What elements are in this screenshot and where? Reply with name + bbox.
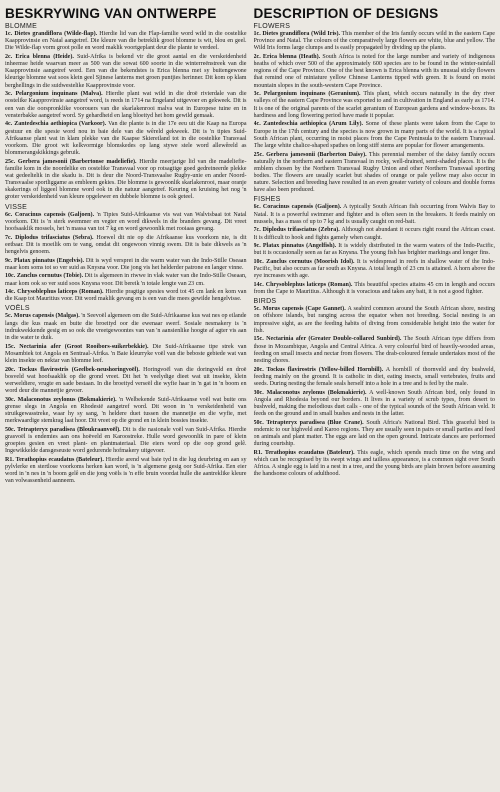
design-entry bbox=[254, 259, 496, 280]
design-entry bbox=[254, 54, 496, 90]
entry-species-name: Malaconotus zeylonus (Bokmakierie). bbox=[266, 389, 367, 396]
entry-code: 25c. bbox=[253, 151, 264, 158]
entry-species-name: Zanclus cornutus (Tobie). bbox=[16, 273, 84, 280]
entry-code: 10c. bbox=[5, 273, 16, 280]
entry-species-name: Tetrapteryx paradisea (Blue Crane). bbox=[266, 419, 364, 426]
design-entry bbox=[254, 31, 496, 52]
entry-description: Dit is die nasionale voël van Suid-Afrika. Hierdie grasvoël is endemies aan ons hoëveld en Karoostreke. Hulle word gewoonlik in pare of klein groepies gesien en vreet plant- en plantmateriaal. Die eiers word op die oop grond gelê. Ingewikkelde dansgeseuste word gedurende hofmakery uitgevoer. bbox=[5, 426, 247, 455]
design-entry bbox=[254, 306, 496, 335]
entry-code: 30c. bbox=[253, 389, 264, 396]
entry-species-name: Morus capensis (Cape Gannet). bbox=[262, 306, 346, 313]
design-entry bbox=[254, 282, 496, 296]
design-entry bbox=[5, 31, 247, 52]
entry-description: 'n Seevoël algemeen om die Suid-Afrikaanse kus wat nes op eilande langs die kus maak en buite die broeityd oor die ewenaar swerf. Sosiale nesmakery is 'n indrukwekkende gesig en so ook die vreetgewoontes van van 'n aansienlike hoogte af agter vis aan in die water te duik. bbox=[5, 313, 247, 341]
entry-title bbox=[5, 457, 104, 463]
design-entry bbox=[5, 212, 247, 233]
entry-species-name: Nectarinia afer (Groot Rooibors-suikerbekkie). bbox=[19, 343, 149, 350]
entry-code: 7c. bbox=[253, 227, 261, 234]
english-column bbox=[254, 6, 496, 792]
design-entry bbox=[254, 121, 496, 150]
entry-title bbox=[5, 91, 103, 97]
entry-title bbox=[254, 259, 355, 265]
entry-code: 1c. bbox=[253, 31, 261, 37]
design-entry bbox=[254, 152, 496, 195]
entry-species-name: Erica blenna (Heath). bbox=[262, 53, 321, 60]
entry-title bbox=[5, 31, 97, 37]
entry-title bbox=[254, 243, 337, 249]
entry-description: It is widespread in reefs in shallow water of the Indo-Pacific, but also occurs as far south as Knysna. A total length of 23 cm is attained. A horn above the eye increases with age. bbox=[253, 259, 495, 280]
design-entry bbox=[5, 258, 247, 272]
entry-code: 5c. bbox=[5, 313, 13, 320]
entry-description: Hierdie arend wat baie tyd in die lug deurbring en aan sy pylvlerke en stertlose voorkoms herken kan word, is 'n algemene gesig oor Suid-Afrika. Een eier word in 'n nes in 'n boom gelê en die jong voëls is 'n effe bruin voordat hulle die aantreklike kleure van volwassenheid aanneem. bbox=[5, 456, 247, 485]
entry-code: 4c. bbox=[5, 121, 13, 128]
entry-code: 3c. bbox=[5, 91, 13, 98]
entry-title bbox=[254, 390, 367, 396]
entry-code: 20c. bbox=[5, 366, 16, 373]
entry-species-name: Dietes grandiflora (Wild Iris). bbox=[262, 31, 341, 37]
entry-description: This beautiful species attains 45 cm in length and occurs from the Cape to Mauritius. Although it is voracious and takes any bait, it is not a good fighter. bbox=[253, 282, 495, 296]
design-entry bbox=[5, 235, 247, 256]
entry-title bbox=[5, 235, 94, 241]
entry-code: 20c. bbox=[253, 366, 264, 373]
entry-code: 7c. bbox=[5, 234, 13, 241]
entry-description: Hoewel dit nie op die Afrikaanse kus voorkom nie, is dit eetbaar. Dit is moeilik om te vang, omdat dit ongewoon vinnig swem. Dit is baie dikwels as 'n hengelvis genoem. bbox=[5, 234, 247, 255]
entry-description: Although not abundant it occurs right round the African coast. It is difficult to hook and fights gamely when caught. bbox=[253, 227, 495, 241]
entry-species-name: Coracinus capensis (Galjoen). bbox=[262, 204, 342, 211]
entry-code: 6c. bbox=[253, 204, 261, 211]
entry-code: 30c. bbox=[5, 396, 16, 403]
entry-code: 4c. bbox=[253, 121, 261, 128]
entry-code: 3c. bbox=[253, 91, 261, 98]
entry-species-name: Gerbera jamesonii (Barbertonse madeliefie). bbox=[17, 158, 137, 165]
entry-code: 9c. bbox=[5, 257, 13, 264]
section-heading: VOËLS bbox=[5, 305, 30, 313]
entry-title bbox=[5, 159, 137, 165]
entry-species-name: Platax pinnatus (Engelvis). bbox=[14, 257, 85, 264]
entry-species-name: Pelargonium inquinans (Geranium). bbox=[263, 91, 361, 98]
design-entry bbox=[5, 54, 247, 90]
entry-title bbox=[254, 367, 384, 373]
entry-species-name: Morus capensis (Malgas). bbox=[13, 313, 80, 320]
entry-species-name: Tetrapteryx paradisea (Bloukraanvoël). bbox=[17, 426, 121, 433]
entry-description: The South African type differs from those in Mozambique, Angola and Central Africa. A very colourful bird of heavily-wooded areas, feeding on small insects and nectar from flowers. The drab-coloured female undertakes most of the nesting chores. bbox=[253, 336, 495, 364]
design-entry bbox=[254, 243, 496, 257]
design-entry bbox=[5, 397, 247, 426]
section-heading: BIRDS bbox=[253, 298, 277, 306]
entry-description: Suid-Afrika is bekend vir die groot aantal en die verskeidenheid inheemse heide waarvan meer as 500 van die sowat 600 soorte in die winterreënstreek van die Kaapprovinsie aangetref word. Een van die bekendstes is Erica blenna met sy buitengewone kleurige blomme wat soos klein geel Sjinese lanterns met groen puntjies herinner. Dit kom op klam berghellings in die suidwestelike Kaapprovinsie voor. bbox=[5, 53, 247, 89]
design-entry bbox=[5, 457, 247, 486]
design-entry bbox=[5, 344, 247, 365]
entry-description: Hierdie pragtige spesies word tot 45 cm lank en kom van die Kaap tot Mauritius voor. Dit word maklik gevang en is een van die mees gewilde hengelvisse. bbox=[5, 289, 247, 303]
entry-code: R1. bbox=[253, 449, 263, 456]
entry-description: Van die plante is in die 17e eeu uit die Kaap na Europa gestuur en die spesie word nou in baie dele van die wêreld gekweek. Dit is 'n tipies Suid-Afrikaanse plant wat in klam plekke van die Kaapse Skiereiland tot in die oostelike Transvaal voorkom. Die groot wit kelkvormige blomskedes op lang stywe stele word allewêreld as blommerangskikkings gebruik. bbox=[5, 121, 247, 156]
design-entry bbox=[5, 121, 247, 157]
entry-species-name: Nectarinia afer (Greater Double-collared Sunbird). bbox=[266, 336, 402, 343]
entry-description: Some of these plants were taken from the Cape to Europe in the 17th century and the species is now grown in many parts of the world. It is a typical South African plant, occurring in moist places from the Cape Peninsula to the eastern Transvaal. The large white chalice-shaped spathes on long stiff stems are popular for flower arrangements. bbox=[253, 121, 495, 149]
entry-title bbox=[5, 258, 84, 264]
entry-description: This plant, which occurs naturally in the dry river valleys of the eastern Cape Province was exported to and in cultivation in England as early as 1714. It is one of the original parents of the scarlet geranium of European gardens and window-boxes. Its hardiness and long flowering period have made it popular. bbox=[253, 91, 495, 119]
entry-title bbox=[254, 152, 367, 158]
entry-title bbox=[254, 31, 341, 37]
entry-description: A seabird common around the South African shore, nesting on offshore islands, but ranging across the equator when not breeding. Social nesting is an impressive sight, as are the feeding habits of diving from considerable height into the water for fish. bbox=[253, 306, 495, 334]
entry-code: 50c. bbox=[253, 419, 264, 426]
entry-code: 2c. bbox=[253, 53, 261, 60]
entry-title bbox=[5, 313, 80, 319]
entry-code: 1c. bbox=[5, 31, 13, 37]
afrikaans-title: BESKRYWING VAN ONTWERPE bbox=[5, 6, 217, 21]
entry-code: 10c. bbox=[253, 259, 264, 266]
entry-description: Horingvoël van die doringveld en droë bosveld wat hoofsaaklik op die grond vreet. Dit het 'n veelydige dieet wat uit insekte, klein werweldiere, vrugte en sade bestaan. In die broeityd verseël die wyfie haar in 'n gat in 'n boom en word deur die mannetjie gevoer. bbox=[5, 366, 247, 395]
entry-description: It is widely distributed in the warm waters of the Indo-Pacific, but it is occasionally seen as far as Knysna. The young fish has brighter markings and longer fins. bbox=[253, 243, 495, 257]
entry-species-name: Tockus flavirostris (Yellow-billed Hornbill). bbox=[266, 366, 384, 373]
section-heading: FLOWERS bbox=[253, 23, 291, 30]
design-entry bbox=[5, 91, 247, 120]
design-entry bbox=[254, 227, 496, 241]
entry-title bbox=[5, 427, 121, 433]
entry-code: 50c. bbox=[5, 426, 16, 433]
entry-title bbox=[5, 121, 106, 127]
entry-title bbox=[254, 204, 342, 210]
entry-description: 'n Welbekende Suid-Afrikaanse voël wat buite ons grense slegs in Angola en Rhodesië aangetref word. Dit woon in 'n verskeidenheid van struikgewasstreke, waar hy sy sang, 'n heldere duet tussen die mannetjie en die wyfie, met merkwaardige stemkrag laat hoor. Dit vreet op die grond en in klein bossies insekte. bbox=[5, 396, 247, 425]
entry-code: 5c. bbox=[253, 306, 261, 313]
entry-title bbox=[254, 420, 364, 426]
entry-species-name: Malaconotus zeylonus (Bokmakierie). bbox=[17, 396, 117, 403]
design-entry bbox=[254, 91, 496, 120]
entry-species-name: Dietes grandiflora (Wilde-flap). bbox=[14, 31, 98, 37]
entry-species-name: Zanclus cornutus (Moorish Idol). bbox=[266, 259, 355, 266]
entry-description: Dit is algemeen in riwwe in vlak water van die Indo-Stille Oseaan, maar kom ook so ver suid soos Knysna voor. Dit bereik 'n totale lengte van 23 cm. bbox=[5, 273, 247, 287]
entry-species-name: Zantedeschia aethiopica (Varkoor). bbox=[14, 121, 107, 128]
design-entry bbox=[254, 420, 496, 449]
section-heading: FISHES bbox=[253, 196, 281, 204]
entry-species-name: Tockus flavirostris (Geelbek-neushoringvoël). bbox=[18, 366, 140, 373]
entry-description: A typically South African fish occurring from Walvis Bay to Natal. It is a powerful swimmer and fighter and is often seen in the breakers. It feeds mainly on mussels, has a mass of up to 7 kg and is usually caught on red-bait. bbox=[253, 204, 495, 225]
entry-description: A hornbill of thornveld and dry bushveld, feeding mainly on the ground. It is catholic in diet, eating insects, small vertebrates, fruits and seeds. During nesting the female seals herself into a hole in a tree and is fed by the male. bbox=[253, 366, 495, 387]
entry-description: This eagle, which spends much time on the wing and which can be recognised by its swept wings and tailless appearance, is a common sight over South Africa. A single egg is laid in a nest in a tree, and the young birds are plain brown before assuming the handsome colours of adulthood. bbox=[253, 449, 495, 478]
entry-species-name: Diplodus trifasciatus (Sebra). bbox=[15, 234, 94, 241]
entry-description: South Africa is noted for the large number and variety of indigenous heaths of which over 500 of the approximately 600 species are to be found in the winter-rainfall regions of the Cape Province. One of the best known is Erica blenna with its unusual sticky flowers that remind one of miniature yellow Chinese Lanterns tipped with green. It is found on moist mountain slopes in the south-western Cape Province. bbox=[253, 53, 495, 89]
section-heading: BLOMME bbox=[5, 23, 38, 30]
entry-description: Die Suid-Afrikaanse tipe strek van Mosambiek tot Angola en Sentraal-Afrika. 'n Baie kleurryke voël van die beboste gebiede wat van klein insekte en nektar van blomme leef. bbox=[5, 343, 247, 364]
entry-title bbox=[254, 91, 361, 97]
entry-species-name: Pelargonium inquinans (Malva). bbox=[15, 91, 103, 98]
design-entry bbox=[5, 273, 247, 287]
entry-code: 15c. bbox=[253, 336, 264, 343]
entry-title bbox=[5, 273, 83, 279]
entry-code: 14c. bbox=[5, 289, 16, 296]
entry-code: 9c. bbox=[253, 243, 261, 250]
entry-code: 6c. bbox=[5, 211, 13, 218]
english-title: DESCRIPTION OF DESIGNS bbox=[253, 6, 439, 21]
entry-title bbox=[254, 282, 353, 288]
design-entry bbox=[5, 367, 247, 396]
entry-title bbox=[254, 306, 346, 312]
entry-code: 2c. bbox=[5, 53, 13, 60]
entry-species-name: Diplodus trifasciatus (Zebra). bbox=[262, 227, 340, 234]
design-entry bbox=[5, 427, 247, 456]
design-entry bbox=[254, 390, 496, 419]
design-entry bbox=[5, 313, 247, 342]
design-entry bbox=[254, 367, 496, 388]
entry-code: 15c. bbox=[5, 343, 16, 350]
entry-description: Dit is wyd versprei in die warm water van die Indo-Stille Oseaan maar kom soms tot so ver suid as Knysna voor. Die jong vis het helderder patrone en langer vinne. bbox=[5, 257, 247, 271]
entry-species-name: Zantedeschia aethiopica (Arum Lily). bbox=[263, 121, 364, 128]
entry-code: R1. bbox=[5, 456, 14, 463]
entry-species-name: Terathopius ecaudatus (Bateleur). bbox=[15, 456, 104, 463]
entry-description: South Africa's National Bird. This graceful bird is endemic to our highveld and Karoo regions. They are usually seen in pairs or small parties and feed on animals and plant matter. The eggs are laid on the open ground. Intricate dances are performed during courtship. bbox=[253, 419, 495, 448]
design-entry bbox=[5, 289, 247, 303]
design-entry bbox=[254, 450, 496, 479]
entry-species-name: Terathopius ecaudatus (Bateleur). bbox=[264, 449, 355, 456]
entry-title bbox=[254, 336, 402, 342]
entry-species-name: Erica blenna (Heide). bbox=[15, 53, 74, 60]
entry-species-name: Platax pinnatus (Angelfish). bbox=[262, 243, 337, 250]
entry-title bbox=[254, 227, 340, 233]
entry-title bbox=[254, 54, 321, 60]
entry-species-name: Chrysoblephus laticeps (Roman). bbox=[265, 282, 353, 288]
entry-title bbox=[5, 289, 104, 295]
section-heading: VISSE bbox=[5, 203, 28, 211]
entry-title bbox=[5, 367, 140, 373]
entry-title bbox=[5, 397, 117, 403]
entry-description: Hierdie plant wat wild in die droë rivierdale van die oostelike Kaapprovinsie aangetref word, is reeds in 1714 na Engeland uitgevoer en gekweek. Dit is een van die oorspronklike voorouers van die skarlakenrooi malva wat in Europese tuine en in vensterbakke aangetref word. Sy gehardheid en lang bloeityd het hom gewild gemaak. bbox=[5, 91, 247, 119]
entry-description: This perennial member of the daisy family occurs naturally in the northern and eastern Transvaal in rocky, well-drained, semi-shaded places. It is the emblem chosen by the Northern Transvaal Rugby Union and other Northern Transvaal sporting bodies. The flowers are usually scarlet but shades of orange or pale yellow may also occur in nature. Selection and breeding have resulted in an even greater variety of colours and double forms have also been produced. bbox=[253, 151, 495, 194]
design-entry bbox=[5, 159, 247, 202]
afrikaans-column bbox=[5, 6, 247, 792]
entry-code: 14c. bbox=[253, 282, 264, 288]
entry-title bbox=[5, 344, 148, 350]
entry-title bbox=[5, 212, 94, 218]
design-entry bbox=[254, 336, 496, 365]
entry-title bbox=[5, 54, 74, 60]
entry-title bbox=[254, 121, 364, 127]
entry-species-name: Gerbera jamesonii (Barberton Daisy). bbox=[266, 151, 367, 158]
entry-species-name: Coracinus capensis (Galjoen). bbox=[14, 211, 95, 218]
entry-description: A well-known South African bird, only found in Angola and Rhodesia beyond our borders. It lives in a variety of scrub types, from desert to bushveld, making the melodious duet calls - one of the typical sounds of the South African veld. It feeds on the ground and in small bushes and nests in the latter. bbox=[253, 389, 495, 417]
entry-description: This member of the Iris family occurs wild in the eastern Cape Province and Natal. The colours of the comparatively large flowers are white, blue and yellow. The Wild Iris forms large clumps and is easily propagated by dividing up the plants. bbox=[253, 31, 495, 52]
entry-description: 'n Tipies Suid-Afrikaanse vis wat van Walvisbaai tot Natal voorkom. Dit is 'n sterk swemmer en vegter en word dikwels in die branders gevang. Dit vreet hoofsaaklik mossels, het 'n massa van tot 7 kg en word gewoonlik met rooiaas gevang. bbox=[5, 211, 247, 232]
entry-species-name: Chrysoblephus laticeps (Roman). bbox=[17, 289, 104, 296]
entry-code: 25c. bbox=[5, 158, 16, 165]
entry-description: Hierdie meerjarige lid van die madeliefie-familie kom in die noordelike en oostelike Transvaal voor op rotsagtige goed gedreineerde plekke wat gedeeltelik in die skadu is. Dit is deur die Noord-Transvaalse Rugby-unie en ander Noord-Transvaalse sportliggame as embleem gekies. Die blomme is gewoonlik skarlakenrooi, maar oranje skakerings of liggeel blomme word ook in die natuur aangetref. Keuring en kruising het nog 'n groter verskeidenheid van kleure opgelewer en dubbele blomme is ook geteel. bbox=[5, 158, 247, 201]
entry-title bbox=[254, 450, 355, 456]
design-entry bbox=[254, 204, 496, 225]
entry-description: Hierdie lid van die Flap-familie word wild in die oostelike Kaapprovinsie en Natal aangetref. Die kleure van die betreklik groot blomme is wit, blou en geel. Die Wilde-flap vorm groot polle en word maklik voortgeplant deur die plante te verdeel. bbox=[5, 31, 247, 52]
